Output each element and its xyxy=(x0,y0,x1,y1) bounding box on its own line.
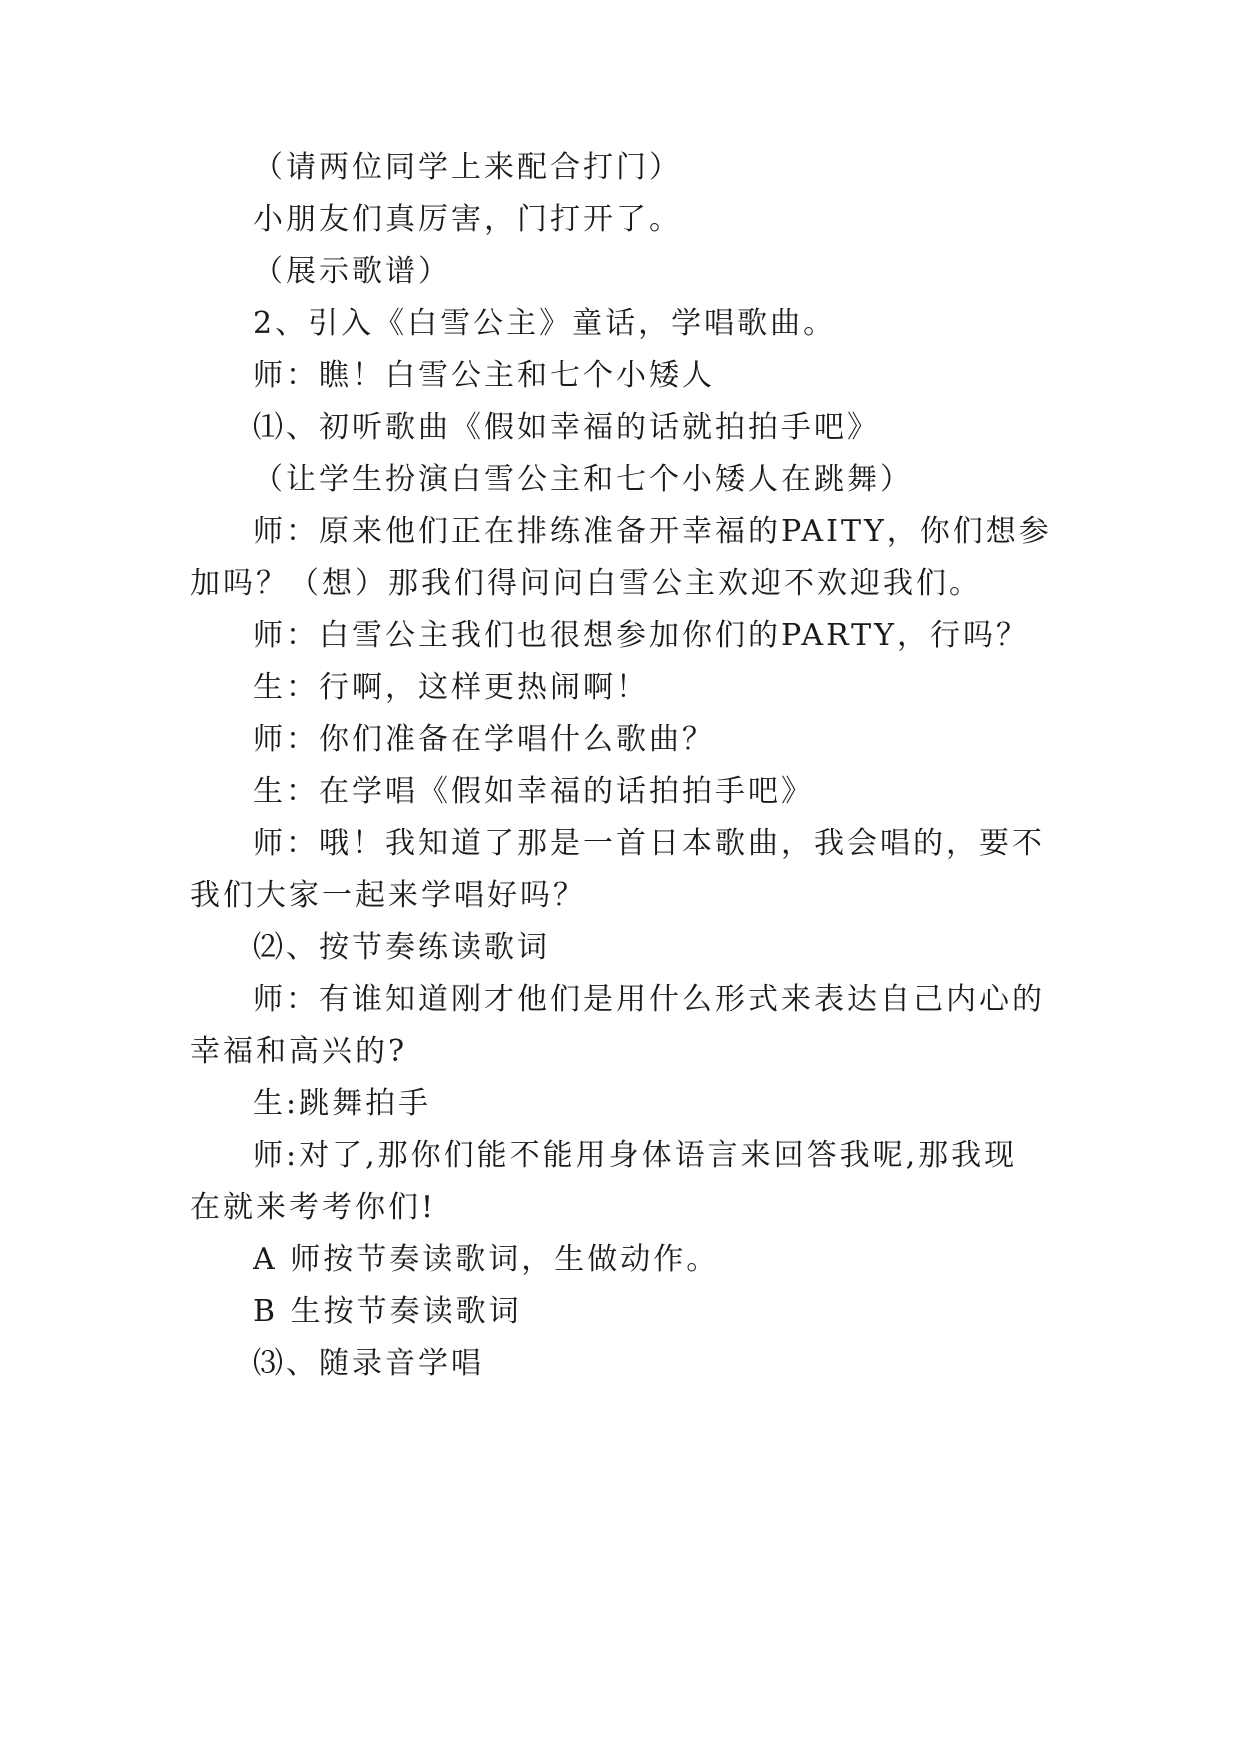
paragraph-line: 师：瞧！白雪公主和七个小矮人 xyxy=(253,358,715,393)
paragraph-line: （让学生扮演白雪公主和七个小矮人在跳舞） xyxy=(253,462,913,497)
paragraph-line: 幸福和高兴的? xyxy=(190,1034,408,1069)
paragraph-line: 小朋友们真厉害，门打开了。 xyxy=(253,202,682,237)
paragraph-line: 师：你们准备在学唱什么歌曲？ xyxy=(253,722,715,757)
paragraph-line: A 师按节奏读歌词，生做动作。 xyxy=(253,1242,720,1277)
paragraph-line: 生：在学唱《假如幸福的话拍拍手吧》 xyxy=(253,774,814,809)
paragraph-line: 师:对了,那你们能不能用身体语言来回答我呢,那我现 xyxy=(253,1138,1018,1173)
paragraph-line: 加吗？（想）那我们得问问白雪公主欢迎不欢迎我们。 xyxy=(190,566,982,601)
paragraph-line: 我们大家一起来学唱好吗？ xyxy=(190,878,586,913)
paragraph-line: 师：原来他们正在排练准备开幸福的PAITY，你们想参 xyxy=(253,514,1052,549)
subsection-heading: ⑶、随录音学唱 xyxy=(253,1346,484,1381)
subsection-heading: ⑴、初听歌曲《假如幸福的话就拍拍手吧》 xyxy=(253,410,880,445)
paragraph-line: 师：哦！我知道了那是一首日本歌曲，我会唱的，要不 xyxy=(253,826,1045,861)
paragraph-line: 师：白雪公主我们也很想参加你们的PARTY，行吗？ xyxy=(253,618,1029,653)
subsection-heading: ⑵、按节奏练读歌词 xyxy=(253,930,550,965)
paragraph-line: 在就来考考你们! xyxy=(190,1190,437,1225)
section-heading: 2、引入《白雪公主》童话，学唱歌曲。 xyxy=(253,306,837,341)
paragraph-line: （请两位同学上来配合打门） xyxy=(253,150,682,185)
paragraph-line: 师：有谁知道刚才他们是用什么形式来表达自己内心的 xyxy=(253,982,1045,1017)
paragraph-line: 生:跳舞拍手 xyxy=(253,1086,432,1121)
paragraph-line: B 生按节奏读歌词 xyxy=(253,1294,522,1329)
paragraph-line: 生：行啊，这样更热闹啊！ xyxy=(253,670,649,705)
paragraph-line: （展示歌谱） xyxy=(253,254,451,289)
